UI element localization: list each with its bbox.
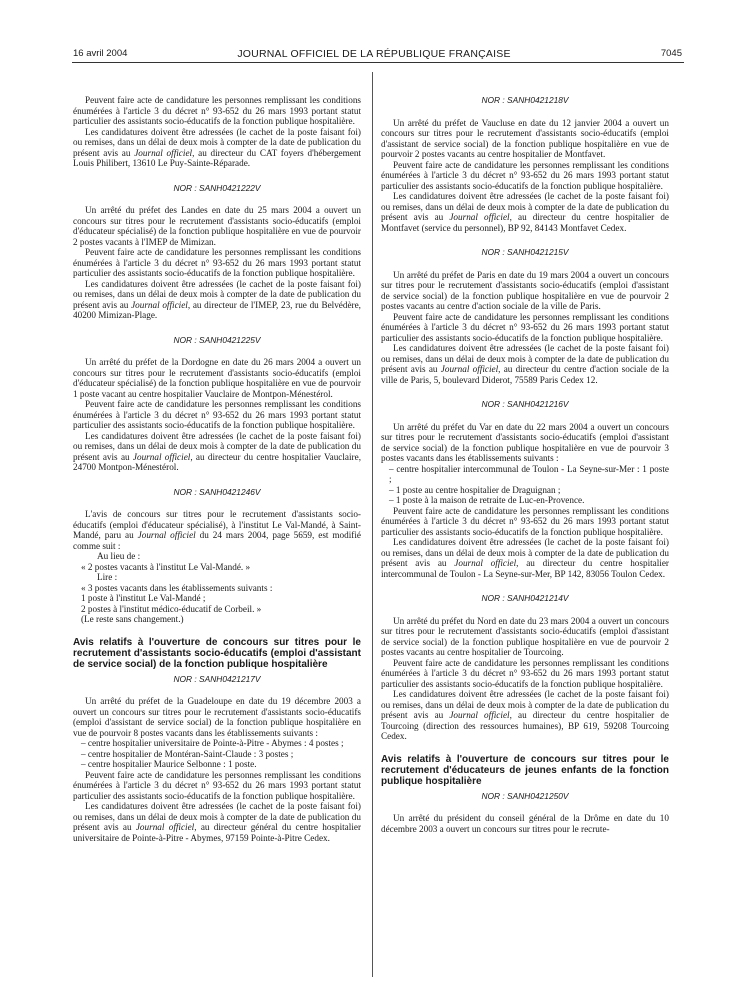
paragraph: Lire : (97, 572, 118, 582)
paragraph: Les candidatures doivent être adressées (le cachet de la poste faisant foi) ou remises, dans un délai de deux mois à compter de la date de publication du présent avis au Journal officiel, au directeur du CAT foyers d'hébergement Louis Philibert, 13610 Le Puy-Sainte-Réparade. (73, 126, 361, 168)
paragraph: Les candidatures doivent être adressées (le cachet de la poste faisant foi) ou remises, dans un délai de deux mois à compter de la date de publication du présent avis au Journal officiel, au directeur général du centre hospitalier universitaire de Pointe-à-Pitre - Abymes, 97159 Pointe-à-Pitre Cedex. (73, 801, 362, 843)
header-title: JOURNAL OFFICIEL DE LA RÉPUBLIQUE FRANÇAISE (237, 48, 511, 60)
paragraph: Les candidatures doivent être adressées (le cachet de la poste faisant foi) ou remises, dans un délai de deux mois à compter de la date de publication du présent avis au Journal officiel, au directeur du centre hospitalier de Tourcoing (direction des ressources humaines), BP 619, 59208 Tourcoing Cedex. (381, 689, 669, 741)
list-item: 2 postes à l'institut médico-éducatif de Corbeil. » (81, 603, 262, 614)
paragraph: Peuvent faire acte de candidature les personnes remplissant les conditions énumérées à l'article 3 du décret n° 93-652 du 26 mars 1993 portant statut particulier des assistants socio-éducatifs de la fonction publique hospitalière. (381, 505, 669, 537)
nor-reference: NOR : SANH0421250V (481, 790, 569, 801)
list-item: – centre hospitalier de Montéran-Saint-Claude : 3 postes ; (81, 748, 294, 759)
paragraph: Les candidatures doivent être adressées (le cachet de la poste faisant foi) ou remises, dans un délai de deux mois à compter de la date de publication du présent avis au Journal officiel, au directeur de l'IMEP, 23, rue du Belvédère, 40200 Mimizan-Plage. (73, 278, 361, 320)
nor-reference: NOR : SANH0421222V (173, 182, 261, 193)
list-item: 1 poste à l'institut Le Val-Mandé ; (81, 593, 206, 603)
paragraph: Un arrêté du préfet du Var en date du 22 mars 2004 a ouvert un concours sur titres pour le recrutement d'assistants socio-éducatifs (emploi d'assistant de service social) de la fonction publique hospitalière en vue de pourvoir 3 postes vacants dans les établissements suivants : (381, 421, 669, 463)
paragraph: Un arrêté du préfet de Paris en date du 19 mars 2004 a ouvert un concours sur titres pour le recrutement d'assistants socio-éducatifs (emploi d'assistant de service social) de la fonction publique hospitalière en vue de pourvoir 2 postes vacants au centre d'action sociale de la ville de Paris. (381, 269, 669, 311)
paragraph: Un arrêté du préfet du Nord en date du 23 mars 2004 a ouvert un concours sur titres pour le recrutement d'assistants socio-éducatifs (emploi d'assistant de service social) de la fonction publique hospitalière en vue de pourvoir 2 postes vacants au centre hospitalier de Tourcoing. (381, 615, 669, 657)
list-item: – centre hospitalier Maurice Selbonne : 1 poste. (81, 759, 257, 769)
paragraph: Peuvent faire acte de candidature les personnes remplissant les conditions énumérées à l'article 3 du décret n° 93-652 du 26 mars 1993 portant statut particulier des assistants socio-éducatifs de la fonction publique hospitalière. (73, 95, 361, 126)
quoted-text: « 3 postes vacants dans les établissements suivants : (81, 582, 273, 593)
paragraph: Peuvent faire acte de candidature les personnes remplissant les conditions énumérées à l'article 3 du décret n° 93-652 du 26 mars 1993 portant statut particulier des assistants socio-éducatifs de la fonction publique hospitalière. (73, 769, 361, 801)
paragraph: Les candidatures doivent être adressées (le cachet de la poste faisant foi) ou remises, dans un délai de deux mois à compter de la date de publication du présent avis au Journal officiel, au directeur du centre hospitalier Vauclaire, 24700 Montpon-Ménestérol. (73, 430, 361, 472)
paragraph: Peuvent faire acte de candidature les personnes remplissant les conditions énumérées à l'article 3 du décret n° 93-652 du 26 mars 1993 portant statut particulier des assistants socio-éducatifs de la fonction publique hospitalière. (381, 159, 669, 191)
paragraph: Peuvent faire acte de candidature les personnes remplissant les conditions énumérées à l'article 3 du décret n° 93-652 du 26 mars 1993 portant statut particulier des assistants socio-éducatifs de la fonction publique hospitalière. (73, 247, 361, 278)
paragraph: Un arrêté du préfet de la Guadeloupe en date du 19 décembre 2003 a ouvert un concours sur titres pour le recrutement d'assistants socio-éducatifs (emploi d'assistant de service social) de la fonction publique hospitalière en vue de pourvoir 8 postes vacants dans les établissements suivants : (73, 696, 361, 738)
paragraph: Peuvent faire acte de candidature les personnes remplissant les conditions énumérées à l'article 3 du décret n° 93-652 du 26 mars 1993 portant statut particulier des assistants socio-éducatifs de la fonction publique hospitalière. (381, 311, 669, 343)
column-divider (372, 72, 373, 977)
header-date: 16 avril 2004 (73, 48, 128, 59)
list-item: – centre hospitalier universitaire de Pointe-à-Pitre - Abymes : 4 postes ; (81, 738, 344, 748)
paragraph: Au lieu de : (97, 551, 141, 561)
section-heading: Avis relatifs à l'ouverture de concours sur titres pour le recrutement d'éducateurs de jeunes enfants de la fonction publique hospitalière (381, 753, 669, 787)
nor-reference: NOR : SANH0421218V (481, 95, 569, 105)
paragraph: Un arrêté du préfet des Landes en date du 25 mars 2004 a ouvert un concours sur titres pour le recrutement d'assistants socio-éducatifs (emploi d'éducateur spécialisé) de la fonction publique hospitalière en vue de pourvoir 2 postes vacants à l'IMEP de Mimizan. (73, 205, 361, 247)
list-item: – 1 poste au centre hospitalier de Draguignan ; (389, 484, 561, 495)
paragraph: (Le reste sans changement.) (81, 614, 184, 624)
page-number: 7045 (660, 48, 682, 59)
paragraph: Un arrêté du préfet de Vaucluse en date du 12 janvier 2004 a ouvert un concours sur titres pour le recrutement d'assistants socio-éducatifs (emploi d'assistant de service social) de la fonction publique hospitalière en vue de pourvoir 2 postes vacants au centre hospitalier de Montfavet. (381, 117, 669, 159)
header-rule (72, 62, 684, 63)
paragraph: Peuvent faire acte de candidature les personnes remplissant les conditions énumérées à l'article 3 du décret n° 93-652 du 26 mars 1993 portant statut particulier des assistants socio-éducatifs de la fonction publique hospitalière. (381, 657, 669, 689)
nor-reference: NOR : SANH0421217V (173, 673, 261, 684)
nor-reference: NOR : SANH0421214V (481, 593, 569, 603)
paragraph: Un arrêté du président du conseil général de la Drôme en date du 10 décembre 2003 a ouvert un concours sur titres pour le recrute- (381, 813, 669, 834)
section-heading: Avis relatifs à l'ouverture de concours sur titres pour le recrutement d'assistants socio-éducatifs (emploi d'assistant de service social) de la fonction publique hospitalière (73, 636, 361, 670)
list-item: – centre hospitalier intercommunal de Toulon - La Seyne-sur-Mer : 1 poste ; (389, 463, 669, 484)
paragraph: Les candidatures doivent être adressées (le cachet de la poste faisant foi) ou remises, dans un délai de deux mois à compter de la date de publication du présent avis au Journal officiel, au directeur du centre hospitalier de Montfavet (service du personnel), BP 92, 84143 Montfavet Cedex. (381, 191, 669, 233)
paragraph: Les candidatures doivent être adressées (le cachet de la poste faisant foi) ou remises, dans un délai de deux mois à compter de la date de publication du présent avis au Journal officiel, au directeur du centre hospitalier intercommunal de Toulon - La Seyne-sur-Mer, BP 142, 83056 Toulon Cedex. (381, 537, 669, 579)
nor-reference: NOR : SANH0421215V (481, 247, 569, 257)
paragraph: Un arrêté du préfet de la Dordogne en date du 26 mars 2004 a ouvert un concours sur titres pour le recrutement d'assistants socio-éducatifs (emploi d'éducateur spécialisé) de la fonction publique hospitalière en vue de pourvoir 1 poste vacant au centre hospitalier Vauclaire de Montpon-Ménestérol. (73, 357, 361, 399)
list-item: – 1 poste à la maison de retraite de Luc-en-Provence. (389, 495, 585, 505)
nor-reference: NOR : SANH0421246V (173, 486, 261, 497)
nor-reference: NOR : SANH0421216V (481, 399, 569, 409)
paragraph: Les candidatures doivent être adressées (le cachet de la poste faisant foi) ou remises, dans un délai de deux mois à compter de la date de publication du présent avis au Journal officiel, au directeur du centre d'action sociale de la ville de Paris, 5, boulevard Diderot, 75589 Paris Cedex 12. (381, 343, 669, 385)
right-column (381, 95, 669, 834)
left-column (73, 95, 361, 843)
paragraph: Peuvent faire acte de candidature les personnes remplissant les conditions énumérées à l'article 3 du décret n° 93-652 du 26 mars 1993 portant statut particulier des assistants socio-éducatifs de la fonction publique hospitalière. (73, 399, 361, 430)
paragraph: L'avis de concours sur titres pour le recrutement d'assistants socio-éducatifs (emploi d'éducateur spécialisé), à l'institut Le Val-Mandé, à Saint-Mandé, paru au Journal officiel du 24 mars 2004, page 5659, est modifié comme suit : (73, 509, 361, 551)
nor-reference: NOR : SANH0421225V (173, 334, 261, 345)
quoted-text: « 2 postes vacants à l'institut Le Val-Mandé. » (81, 561, 251, 572)
